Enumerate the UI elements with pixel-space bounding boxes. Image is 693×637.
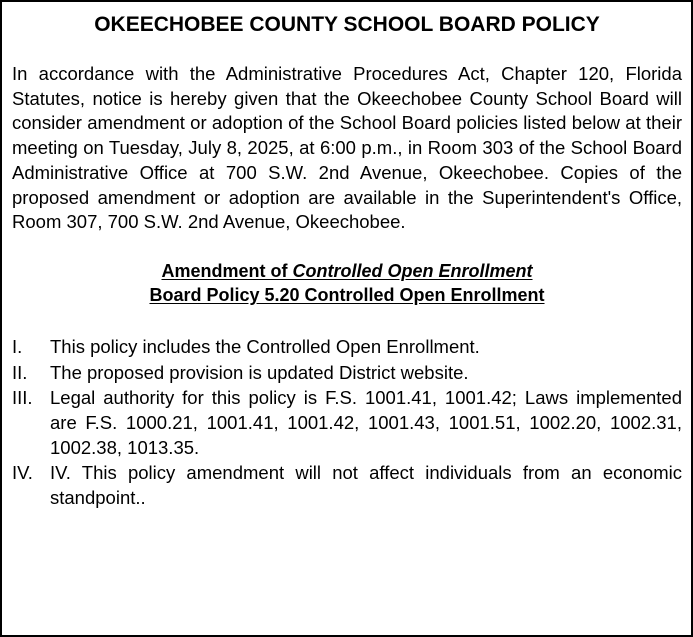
list-item-text: IV. This policy amendment will not affect individuals from an economic standpoint..	[50, 462, 682, 509]
list-item-text: Legal authority for this policy is F.S. 1001.41, 1001.42; Laws implemented are F.S. 1000.21, 1001.41, 1001.42, 1001.43, 1001.51, 1002.20, 1002.31, 1002.38, 1013.35.	[50, 387, 682, 458]
list-item	[12, 461, 682, 510]
board-policy-subheading-text: Board Policy 5.20 Controlled Open Enrollment	[149, 284, 545, 305]
notice-intro-paragraph: In accordance with the Administrative Procedures Act, Chapter 120, Florida Statutes, notice is hereby given that the Okeechobee County School Board will consider amendment or adoption of the School Board policies listed below at their meeting on Tuesday, July 8, 2025, at 6:00 p.m., in Room 303 of the School Board Administrative Office at 700 S.W. 2nd Avenue, Okeechobee. Copies of the proposed amendment or adoption are available in the Superintendent's Office, Room 307, 700 S.W. 2nd Avenue, Okeechobee.	[12, 63, 682, 233]
list-item	[12, 335, 682, 360]
list-item-number: IV.	[12, 462, 33, 484]
list-item-text: The proposed provision is updated District website.	[50, 361, 469, 383]
list-item	[12, 386, 682, 460]
list-item	[12, 361, 682, 386]
policy-items-list	[12, 335, 682, 511]
list-item-number: II.	[12, 361, 28, 383]
amendment-heading	[12, 259, 682, 283]
list-item-number: III.	[12, 387, 33, 409]
amendment-heading-policy-name: Controlled Open Enrollment	[292, 260, 533, 281]
list-item-text: This policy includes the Controlled Open Enrollment.	[50, 335, 480, 357]
amendment-heading-prefix: Amendment of	[161, 260, 293, 281]
list-item-number: I.	[12, 335, 23, 357]
amendment-headings	[12, 259, 682, 307]
notice-title: OKEECHOBEE COUNTY SCHOOL BOARD POLICY	[94, 13, 600, 36]
board-policy-subheading	[12, 283, 682, 307]
